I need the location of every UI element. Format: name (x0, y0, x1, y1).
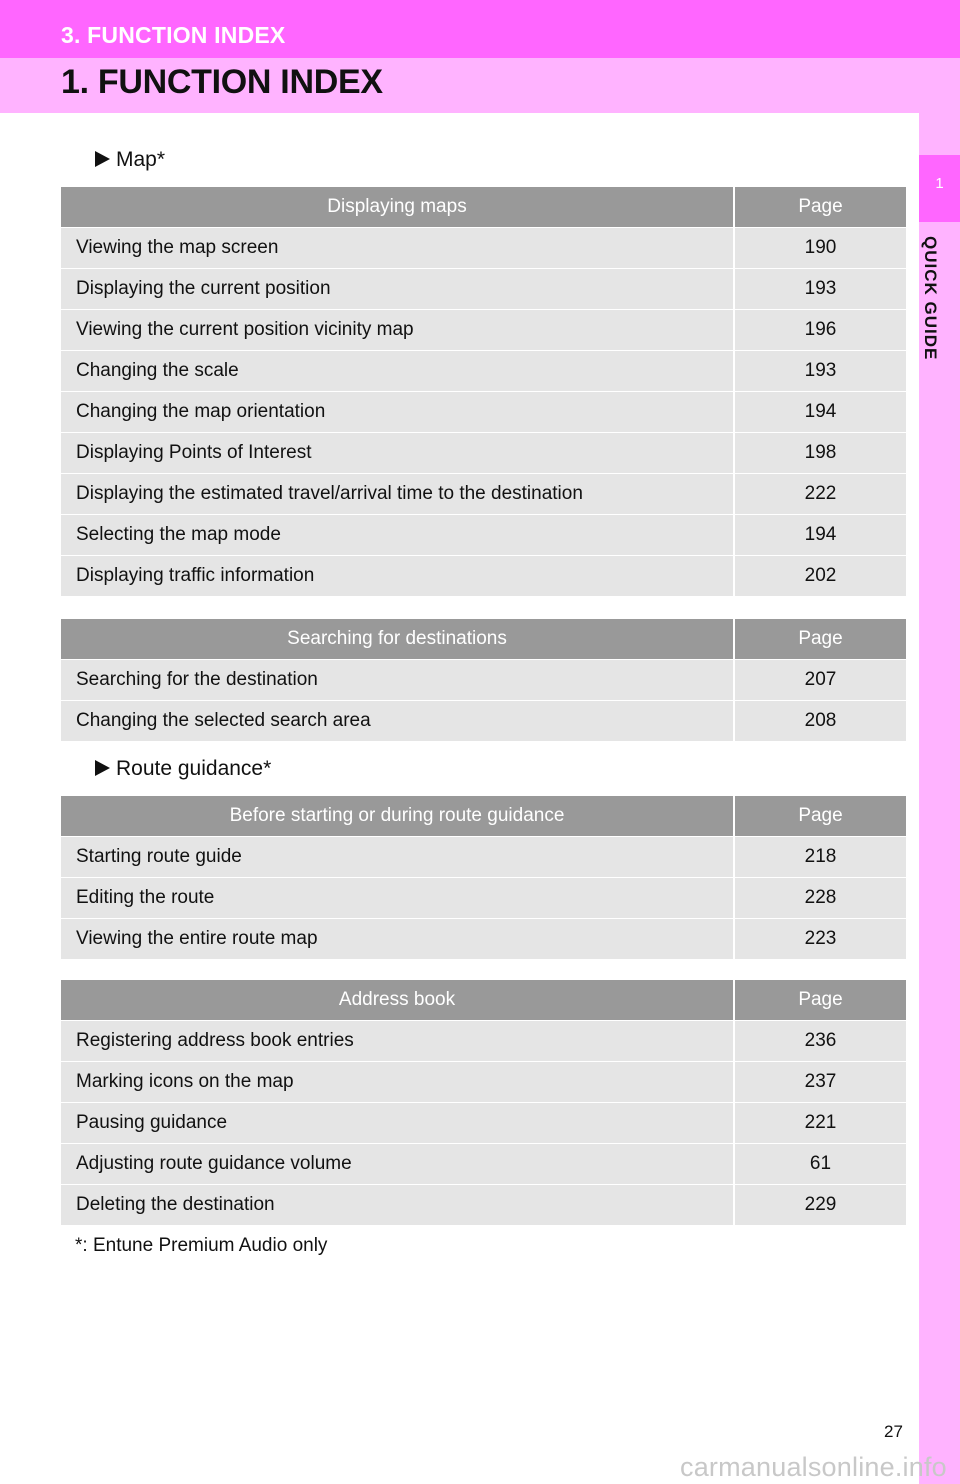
row-label: Displaying Points of Interest (61, 433, 734, 474)
row-label: Viewing the entire route map (61, 919, 734, 960)
row-label: Viewing the current position vicinity map (61, 310, 734, 351)
row-page-link[interactable]: 223 (734, 919, 906, 960)
row-label: Adjusting route guidance volume (61, 1144, 734, 1185)
row-page-link[interactable]: 229 (734, 1185, 906, 1226)
table-route-guidance (61, 796, 906, 960)
row-label: Displaying the estimated travel/arrival time to the destination (61, 474, 734, 515)
row-page-link[interactable]: 194 (734, 392, 906, 433)
table-address-book (61, 980, 906, 1226)
table-row (61, 1062, 906, 1103)
row-page-link[interactable]: 236 (734, 1021, 906, 1062)
row-label: Searching for the destination (61, 660, 734, 701)
table-header-page: Page (734, 187, 906, 228)
row-label: Changing the map orientation (61, 392, 734, 433)
row-page-link[interactable]: 198 (734, 433, 906, 474)
table-row (61, 269, 906, 310)
table-row (61, 474, 906, 515)
row-page-link[interactable]: 207 (734, 660, 906, 701)
row-label: Changing the scale (61, 351, 734, 392)
triangle-bullet-icon (95, 151, 110, 167)
subhead-route-text: Route guidance* (116, 757, 272, 780)
table-row (61, 1185, 906, 1226)
table-header-page: Page (734, 796, 906, 837)
row-label: Displaying traffic information (61, 556, 734, 597)
side-label-wrap (920, 236, 950, 376)
watermark: carmanualsonline.info (680, 1452, 947, 1482)
row-label: Changing the selected search area (61, 701, 734, 742)
subhead-map-text: Map* (116, 148, 166, 171)
chapter-tab[interactable] (919, 155, 960, 222)
row-page-link[interactable]: 218 (734, 837, 906, 878)
table-row (61, 1021, 906, 1062)
row-label: Starting route guide (61, 837, 734, 878)
row-page-link[interactable]: 237 (734, 1062, 906, 1103)
table-header-page: Page (734, 980, 906, 1021)
page-number: 27 (884, 1422, 903, 1441)
row-page-link[interactable]: 202 (734, 556, 906, 597)
table-row (61, 392, 906, 433)
side-label: QUICK GUIDE (921, 236, 940, 361)
row-label: Editing the route (61, 878, 734, 919)
row-page-link[interactable]: 193 (734, 269, 906, 310)
table-row (61, 1144, 906, 1185)
subhead-map (95, 148, 165, 172)
row-page-link[interactable]: 222 (734, 474, 906, 515)
table-row (61, 837, 906, 878)
row-label: Registering address book entries (61, 1021, 734, 1062)
row-page-link[interactable]: 193 (734, 351, 906, 392)
row-label: Displaying the current position (61, 269, 734, 310)
footnote: *: Entune Premium Audio only (75, 1235, 328, 1256)
row-page-link[interactable]: 190 (734, 228, 906, 269)
row-page-link[interactable]: 228 (734, 878, 906, 919)
row-label: Pausing guidance (61, 1103, 734, 1144)
row-page-link[interactable]: 208 (734, 701, 906, 742)
table-header-searching: Searching for destinations (61, 619, 734, 660)
table-displaying-maps (61, 187, 906, 597)
table-row (61, 556, 906, 597)
table-header-route-guidance: Before starting or during route guidance (61, 796, 734, 837)
table-row (61, 433, 906, 474)
table-header-address-book: Address book (61, 980, 734, 1021)
row-label: Selecting the map mode (61, 515, 734, 556)
subhead-route (95, 757, 271, 781)
row-page-link[interactable]: 196 (734, 310, 906, 351)
row-label: Viewing the map screen (61, 228, 734, 269)
table-header-page: Page (734, 619, 906, 660)
table-searching (61, 619, 906, 742)
table-row (61, 228, 906, 269)
chapter-number: 1 (935, 175, 944, 192)
table-header-displaying-maps: Displaying maps (61, 187, 734, 228)
table-row (61, 351, 906, 392)
table-row (61, 1103, 906, 1144)
table-row (61, 701, 906, 742)
table-row (61, 919, 906, 960)
row-page-link[interactable]: 221 (734, 1103, 906, 1144)
row-label: Marking icons on the map (61, 1062, 734, 1103)
row-page-link[interactable]: 61 (734, 1144, 906, 1185)
section-title: 3. FUNCTION INDEX (61, 22, 286, 48)
row-label: Deleting the destination (61, 1185, 734, 1226)
table-row (61, 878, 906, 919)
table-row (61, 660, 906, 701)
triangle-bullet-icon (95, 760, 110, 776)
table-row (61, 310, 906, 351)
table-row (61, 515, 906, 556)
row-page-link[interactable]: 194 (734, 515, 906, 556)
page-title: 1. FUNCTION INDEX (61, 63, 383, 101)
